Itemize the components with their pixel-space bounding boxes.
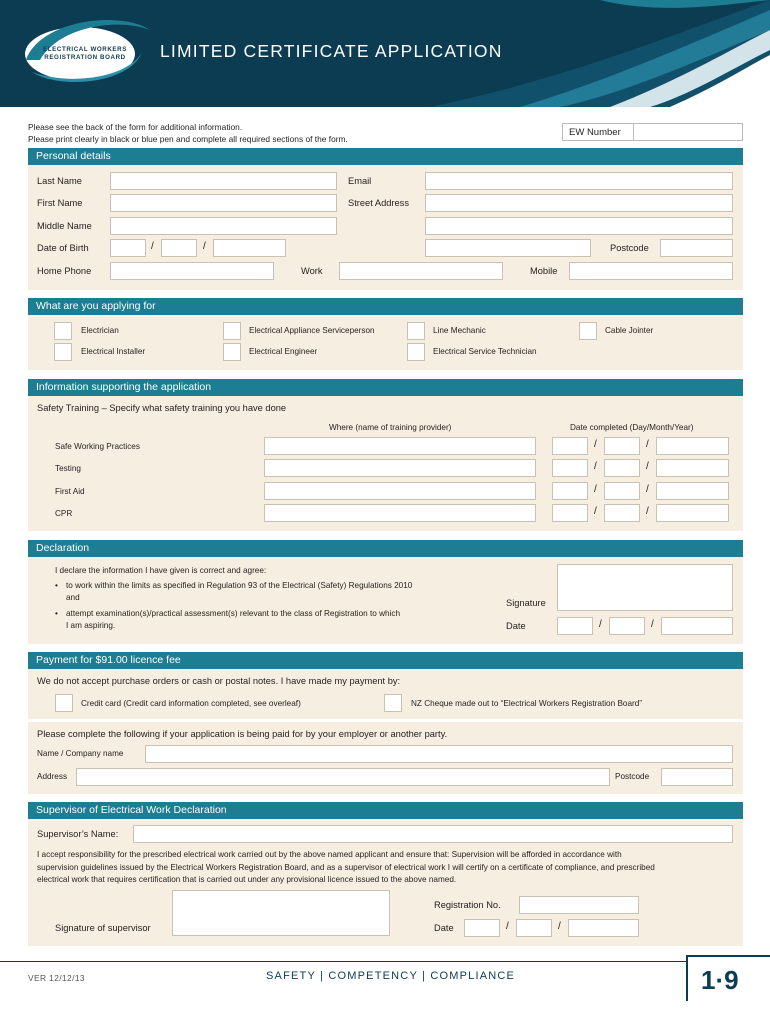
logo-line-2: REGISTRATION BOARD — [44, 54, 126, 61]
email-input[interactable] — [425, 172, 733, 190]
dob-year-input[interactable] — [213, 239, 286, 257]
supporting-info-section — [28, 379, 743, 531]
logo-line-1: ELECTRICAL WORKERS — [43, 46, 127, 53]
electrical-engineer-checkbox[interactable] — [223, 343, 241, 361]
declaration-date-label: Date — [506, 621, 526, 631]
training-provider-header: Where (name of training provider) — [329, 423, 452, 432]
appliance-serviceperson-checkbox[interactable] — [223, 322, 241, 340]
payment-section — [28, 652, 743, 794]
date-separator: / — [646, 439, 649, 450]
supervisor-statement-line-3: electrical work that requires certification that is carried out under any provisional licence issued to the above named. — [37, 875, 457, 884]
intro-line-1: Please see the back of the form for additional information. — [28, 122, 243, 132]
safe-working-provider-input[interactable] — [264, 437, 536, 455]
bullet-icon: • — [55, 581, 58, 590]
cheque-checkbox[interactable] — [384, 694, 402, 712]
first-name-input[interactable] — [110, 194, 337, 212]
date-separator: / — [594, 439, 597, 450]
declaration-month-input[interactable] — [609, 617, 645, 635]
first-aid-provider-input[interactable] — [264, 482, 536, 500]
electrician-label: Electrician — [81, 326, 119, 335]
address-label: Address — [37, 772, 68, 781]
ew-number-label: EW Number — [562, 123, 634, 141]
testing-month-input[interactable] — [604, 459, 640, 477]
dob-month-input[interactable] — [161, 239, 197, 257]
supervisor-month-input[interactable] — [516, 919, 552, 937]
personal-details-heading: Personal details — [28, 148, 743, 165]
date-separator: / — [558, 921, 561, 932]
supporting-info-heading: Information supporting the application — [28, 379, 743, 396]
logo — [30, 46, 140, 62]
signature-label: Signature — [506, 598, 546, 608]
dob-separator-1: / — [151, 241, 154, 252]
supervisor-name-label: Supervisor’s Name: — [37, 829, 119, 839]
dob-day-input[interactable] — [110, 239, 146, 257]
line-mechanic-checkbox[interactable] — [407, 322, 425, 340]
cpr-label: CPR — [55, 509, 73, 518]
electrical-installer-label: Electrical Installer — [81, 347, 146, 356]
cable-jointer-label: Cable Jointer — [605, 326, 654, 335]
payment-heading: Payment for $91.00 licence fee — [28, 652, 743, 669]
supervisor-statement-line-1: I accept responsibility for the prescribed electrical work carried out by the above named applicant and ensure that: Supervision will be afforded in accordance with — [37, 850, 622, 859]
payment-notice: We do not accept purchase orders or cash or postal notes. I have made my payment by: — [37, 676, 401, 686]
middle-name-input[interactable] — [110, 217, 337, 235]
date-separator: / — [594, 484, 597, 495]
email-label: Email — [348, 176, 372, 186]
safe-working-month-input[interactable] — [604, 437, 640, 455]
supervisor-signature-label: Signature of supervisor — [55, 923, 151, 933]
mobile-label: Mobile — [530, 266, 558, 276]
supervisor-heading: Supervisor of Electrical Work Declaration — [28, 802, 743, 819]
header-banner — [0, 0, 770, 107]
cable-jointer-checkbox[interactable] — [579, 322, 597, 340]
declaration-bullet-1: to work within the limits as specified in Regulation 93 of the Electrical (Safety) Regulations 2010 — [66, 581, 413, 590]
first-aid-year-input[interactable] — [656, 482, 729, 500]
first-aid-label: First Aid — [55, 487, 85, 496]
company-name-label: Name / Company name — [37, 749, 124, 758]
dob-separator-2: / — [203, 241, 206, 252]
ew-number-input[interactable] — [633, 123, 743, 141]
declaration-bullet-1-cont: and — [66, 593, 80, 602]
date-separator: / — [651, 619, 654, 630]
declaration-heading: Declaration — [28, 540, 743, 557]
middle-name-label: Middle Name — [37, 221, 92, 231]
safe-working-label: Safe Working Practices — [55, 442, 140, 451]
appliance-serviceperson-label: Electrical Appliance Serviceperson — [249, 326, 375, 335]
safe-working-year-input[interactable] — [656, 437, 729, 455]
version-label: VER 12/12/13 — [28, 973, 85, 983]
date-of-birth-label: Date of Birth — [37, 243, 89, 253]
footer-tagline: SAFETY | COMPETENCY | COMPLIANCE — [266, 970, 516, 982]
registration-no-label: Registration No. — [434, 900, 501, 910]
company-postcode-label: Postcode — [615, 772, 650, 781]
home-phone-label: Home Phone — [37, 266, 92, 276]
home-phone-input[interactable] — [110, 262, 274, 280]
date-separator: / — [506, 921, 509, 932]
line-mechanic-label: Line Mechanic — [433, 326, 486, 335]
testing-year-input[interactable] — [656, 459, 729, 477]
postcode-input[interactable] — [660, 239, 733, 257]
company-address-input[interactable] — [76, 768, 610, 786]
footer-rule — [0, 961, 686, 962]
date-separator: / — [646, 461, 649, 472]
cpr-year-input[interactable] — [656, 504, 729, 522]
intro-text — [28, 121, 348, 145]
supervisor-signature-input[interactable] — [172, 890, 390, 936]
date-separator: / — [594, 506, 597, 517]
page-title: LIMITED CERTIFICATE APPLICATION — [160, 41, 503, 61]
electrical-engineer-label: Electrical Engineer — [249, 347, 318, 356]
supervisor-name-input[interactable] — [133, 825, 733, 843]
first-name-label: First Name — [37, 198, 83, 208]
service-technician-checkbox[interactable] — [407, 343, 425, 361]
applying-for-heading: What are you applying for — [28, 298, 743, 315]
date-completed-header: Date completed (Day/Month/Year) — [570, 423, 694, 432]
supervisor-section — [28, 802, 743, 946]
payment-divider — [28, 719, 743, 722]
date-separator: / — [594, 461, 597, 472]
company-postcode-input[interactable] — [661, 768, 733, 786]
supervisor-year-input[interactable] — [568, 919, 639, 937]
street-address-input-3[interactable] — [425, 239, 591, 257]
bullet-icon: • — [55, 609, 58, 618]
supervisor-date-label: Date — [434, 923, 454, 933]
service-technician-label: Electrical Service Technician — [433, 347, 537, 356]
street-address-label: Street Address — [348, 198, 409, 208]
street-address-input-1[interactable] — [425, 194, 733, 212]
last-name-label: Last Name — [37, 176, 82, 186]
testing-provider-input[interactable] — [264, 459, 536, 477]
cpr-day-input[interactable] — [552, 504, 588, 522]
date-separator: / — [646, 506, 649, 517]
testing-day-input[interactable] — [552, 459, 588, 477]
supervisor-day-input[interactable] — [464, 919, 500, 937]
company-name-input[interactable] — [145, 745, 733, 763]
employer-notice: Please complete the following if your application is being paid for by your employer or another party. — [37, 729, 448, 739]
declaration-bullet-2-cont: I am aspiring. — [66, 621, 116, 630]
first-aid-month-input[interactable] — [604, 482, 640, 500]
supervisor-statement — [37, 849, 655, 887]
personal-details-section — [28, 148, 743, 290]
supervisor-statement-line-2: supervision guidelines issued by the Electrical Workers Registration Board, and as a supervisor of electrical work I will certify on a certificate of compliance, and prescribed — [37, 862, 655, 872]
cpr-month-input[interactable] — [604, 504, 640, 522]
declaration-intro: I declare the information I have given is correct and agree: — [55, 566, 267, 575]
date-separator: / — [646, 484, 649, 495]
cpr-provider-input[interactable] — [264, 504, 536, 522]
safe-working-day-input[interactable] — [552, 437, 588, 455]
work-phone-input[interactable] — [339, 262, 503, 280]
credit-card-checkbox[interactable] — [55, 694, 73, 712]
testing-label: Testing — [55, 464, 81, 473]
declaration-day-input[interactable] — [557, 617, 593, 635]
registration-no-input[interactable] — [519, 896, 639, 914]
last-name-input[interactable] — [110, 172, 337, 190]
intro-line-2: Please print clearly in black or blue pen and complete all required sections of the form. — [28, 134, 348, 144]
declaration-year-input[interactable] — [661, 617, 733, 635]
mobile-input[interactable] — [569, 262, 733, 280]
first-aid-day-input[interactable] — [552, 482, 588, 500]
declaration-section — [28, 540, 743, 644]
cheque-label: NZ Cheque made out to “Electrical Workers Registration Board” — [411, 699, 643, 708]
form-number: 1·9 — [686, 955, 770, 1001]
credit-card-label: Credit card (Credit card information completed, see overleaf) — [81, 699, 301, 708]
declaration-bullet-2: attempt examination(s)/practical assessment(s) relevant to the class of Registration to which — [66, 609, 401, 618]
date-separator: / — [599, 619, 602, 630]
safety-training-subheading: Safety Training – Specify what safety training you have done — [37, 403, 287, 413]
street-address-input-2[interactable] — [425, 217, 733, 235]
electrical-installer-checkbox[interactable] — [54, 343, 72, 361]
electrician-checkbox[interactable] — [54, 322, 72, 340]
postcode-label: Postcode — [610, 243, 649, 253]
work-phone-label: Work — [301, 266, 323, 276]
signature-input[interactable] — [557, 564, 733, 611]
applying-for-section — [28, 298, 743, 370]
